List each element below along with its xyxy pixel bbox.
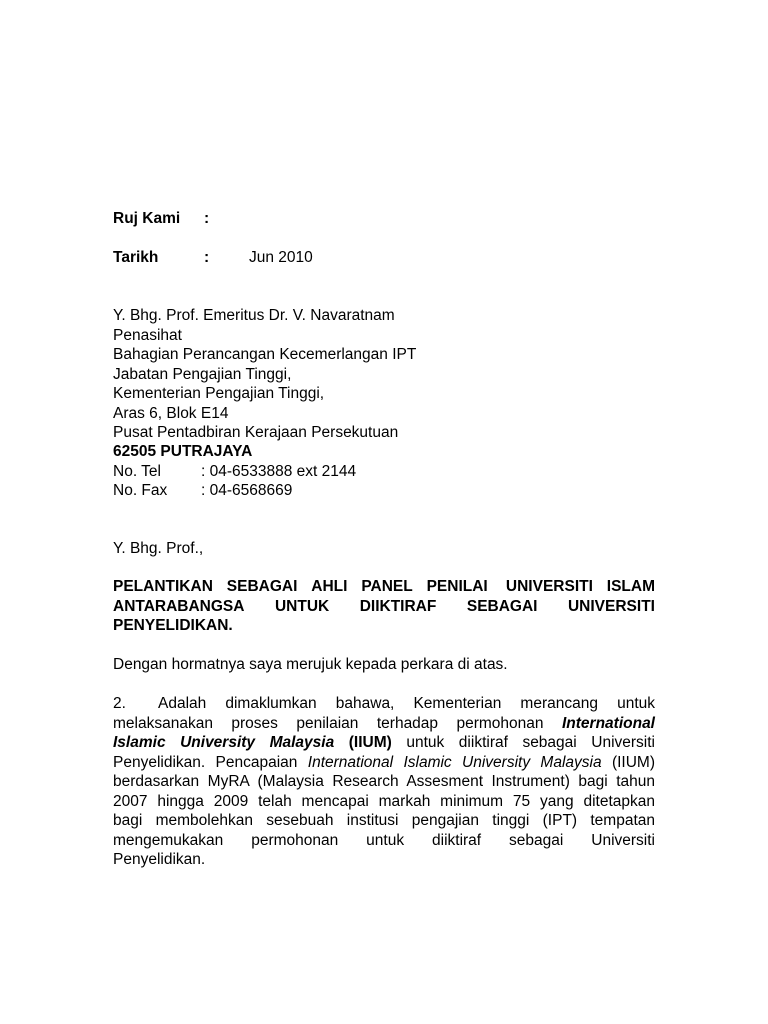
salutation: Y. Bhg. Prof.,	[113, 540, 204, 557]
paragraph-line: 2. Adalah dimaklumkan bahawa, Kementerian merancang untuk	[113, 695, 655, 712]
address-line: Aras 6, Blok E14	[113, 404, 229, 422]
tarikh-colon: :	[204, 249, 210, 266]
address-line: Pusat Pentadbiran Kerajaan Persekutuan	[113, 424, 399, 441]
address-line: Jabatan Pengajian Tinggi,	[113, 365, 292, 383]
subject-line: ANTARABANGSA UNTUK DIIKTIRAF SEBAGAI UNIVERSITI	[113, 597, 655, 615]
address-line: Penasihat	[113, 326, 182, 344]
paragraph-line: Islamic University Malaysia (IIUM) untuk diiktiraf sebagai Universiti	[113, 734, 656, 751]
postcode-city: 62505 PUTRAJAYA	[113, 443, 253, 460]
paragraph-line: bagi membolehkan sesebuah institusi pengajian tinggi (IPT) tempatan	[113, 812, 655, 829]
recipient-name: Y. Bhg. Prof. Emeritus Dr. V. Navaratnam	[113, 307, 395, 324]
opening-sentence: Dengan hormatnya saya merujuk kepada perkara di atas.	[113, 656, 508, 673]
fax-label: No. Fax	[113, 482, 168, 499]
address-line: Kementerian Pengajian Tinggi,	[113, 385, 325, 402]
paragraph-line: berdasarkan MyRA (Malaysia Research Assesment Instrument) bagi tahun	[113, 773, 655, 790]
paragraph-line: Penyelidikan.	[113, 851, 206, 868]
paragraph-line: mengemukakan permohonan untuk diiktiraf sebagai Universiti	[113, 831, 655, 849]
subject-heading	[113, 577, 655, 636]
paragraph-2	[113, 694, 655, 870]
ruj-kami-colon: :	[204, 210, 210, 227]
paragraph-line: melaksanakan proses penilaian terhadap permohonan International	[113, 714, 655, 732]
tarikh-label: Tarikh	[113, 249, 159, 266]
subject-line: PENYELIDIKAN.	[113, 617, 233, 634]
tel-label: No. Tel	[113, 462, 161, 480]
address-line: Bahagian Perancangan Kecemerlangan IPT	[113, 346, 417, 363]
subject-line: PELANTIKAN SEBAGAI AHLI PANEL PENILAI UNIVERSITI ISLAM	[113, 578, 655, 595]
paragraph-line: Penyelidikan. Pencapaian International Islamic University Malaysia (IIUM)	[113, 753, 655, 771]
tel-value: : 04-6533888 ext 2144	[201, 462, 357, 480]
fax-value: : 04-6568669	[201, 482, 293, 499]
paragraph-line: 2007 hingga 2009 telah mencapai markah minimum 75 yang ditetapkan	[113, 792, 655, 810]
tarikh-value: Jun 2010	[249, 249, 313, 266]
ruj-kami-label: Ruj Kami	[113, 210, 181, 227]
